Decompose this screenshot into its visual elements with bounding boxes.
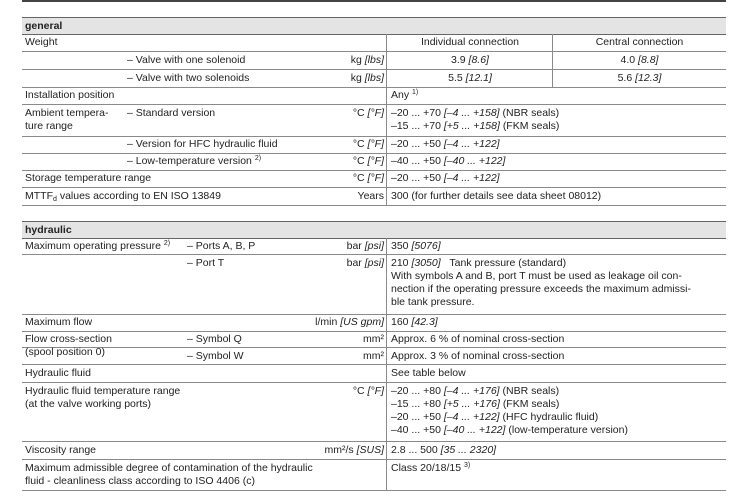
low-unit: °C [°F]: [352, 155, 384, 167]
max-flow-unit: l/min [US gpm]: [315, 316, 384, 328]
std-values: –20 ... +70 [–4 ... +158] (NBR seals) –15 ... +70 [+5 ... +158] (FKM seals): [391, 107, 560, 132]
hfc-value: –20 ... +50 [–4 ... +122]: [391, 138, 500, 150]
storage-label: Storage temperature range: [25, 172, 152, 184]
top-rule: [22, 0, 726, 2]
visc-unit: mm²/s [SUS]: [324, 444, 384, 456]
low-value: –40 ... +50 [–40 ... +122]: [391, 155, 506, 167]
ports-abp-unit: bar [psi]: [346, 240, 384, 252]
hydraulic-divider-value: [386, 238, 387, 490]
contam-label: Maximum admissible degree of contamination of the hydraulic fluid - cleanliness class according to ISO 4406 (c): [25, 462, 313, 487]
contam-row: [22, 460, 726, 491]
general-divider-value: [386, 34, 387, 205]
install-row: [22, 88, 726, 105]
ambient-std-row: [22, 105, 726, 137]
valve-one-unit: kg [lbs]: [350, 54, 384, 66]
hfc-version-label: – Version for HFC hydraulic fluid: [127, 138, 278, 150]
sym-w-unit: mm²: [363, 350, 384, 362]
fluid-label: Hydraulic fluid: [25, 367, 91, 379]
contam-value: Class 20/18/15 $^{3)}$: [391, 462, 471, 474]
mttf-row: [22, 188, 726, 206]
fluid-row: [22, 365, 726, 383]
storage-row: [22, 171, 726, 188]
max-flow-label: Maximum flow: [25, 316, 93, 328]
port-t-label: – Port T: [187, 257, 225, 269]
col-central: Central connection: [595, 36, 684, 48]
mttf-label: $MTTF_d$ values according to EN ISO 13849: [25, 190, 221, 203]
weight-one-row: [22, 52, 726, 70]
flow-cs-label: Flow cross-section (spool position 0): [25, 333, 112, 358]
storage-unit: °C [°F]: [352, 172, 384, 184]
section-title: general: [25, 20, 63, 32]
valve-one-cen: 4.0 [8.8]: [620, 54, 659, 66]
valve-two-ind: 5.5 [12.1]: [448, 72, 492, 84]
fluid-value: See table below: [391, 367, 466, 379]
low-version-label: – Low-temperature version $^{2)}$: [127, 155, 262, 167]
install-label: Installation position: [25, 89, 115, 101]
weight-header-row: [22, 34, 726, 52]
weight-two-row: [22, 70, 726, 88]
max-op-label: Maximum operating pressure $^{2)}$: [25, 240, 171, 252]
max-flow-row: [22, 315, 726, 332]
section-header-general: [22, 17, 726, 35]
section-header-hydraulic: [22, 221, 726, 239]
sym-w-value: Approx. 3 % of nominal cross-section: [391, 350, 565, 362]
visc-row: [22, 442, 726, 460]
sym-w-row: [22, 348, 726, 365]
port-t-unit: bar [psi]: [346, 257, 384, 269]
valve-one-label: – Valve with one solenoid: [127, 54, 246, 66]
ambient-label: Ambient tempera- ture range: [25, 107, 109, 132]
install-value: Any $^{1)}$: [391, 89, 419, 101]
hfc-unit: °C [°F]: [352, 138, 384, 150]
ports-abp-row: [22, 238, 726, 255]
port-t-row: [22, 255, 726, 315]
sym-q-label: – Symbol Q: [187, 333, 242, 345]
valve-two-cen: 5.6 [12.3]: [617, 72, 662, 84]
visc-label: Viscosity range: [25, 444, 97, 456]
sym-w-label: – Symbol W: [187, 350, 244, 362]
fluid-temp-row: [22, 383, 726, 442]
weight-label: Weight: [25, 36, 58, 48]
fluid-temp-values: –20 ... +80 [–4 ... +176] (NBR seals) –15 ... +80 [+5 ... +176] (FKM seals) –20 ... +50 [–4 ... +122] (HFC hydraulic fluid) –40 ... +50 [–40 ... +122] (low-temperature version): [391, 385, 628, 436]
storage-value: –20 ... +50 [–4 ... +122]: [391, 172, 500, 184]
ambient-low-row: [22, 154, 726, 171]
section-title: hydraulic: [25, 224, 72, 236]
fluid-temp-unit: °C [°F]: [352, 385, 384, 397]
visc-value: 2.8 ... 500 [35 ... 2320]: [391, 444, 497, 456]
ports-abp-label: – Ports A, B, P: [187, 240, 256, 252]
std-version-label: – Standard version: [127, 107, 216, 119]
sym-q-value: Approx. 6 % of nominal cross-section: [391, 333, 565, 345]
valve-two-label: – Valve with two solenoids: [127, 72, 250, 84]
std-unit: °C [°F]: [352, 107, 384, 119]
mttf-value: 300 (for further details see data sheet 08012): [391, 190, 602, 202]
valve-two-unit: kg [lbs]: [350, 72, 384, 84]
mttf-unit: Years: [357, 190, 384, 202]
ambient-hfc-row: [22, 137, 726, 154]
fluid-temp-label: Hydraulic fluid temperature range (at the valve working ports): [25, 385, 181, 410]
col-individual: Individual connection: [420, 36, 520, 48]
ports-abp-value: 350 [5076]: [391, 240, 441, 252]
max-flow-value: 160 [42.3]: [391, 316, 438, 328]
valve-one-ind: 3.9 [8.6]: [451, 54, 489, 66]
sym-q-unit: mm²: [363, 333, 384, 345]
port-t-value: 210 [3050] Tank pressure (standard) With symbols A and B, port T must be used as leakage oil con- nection if the operating pressure exceeds the maximum admissi- ble tank pressure.: [391, 257, 691, 308]
general-divider-central: [552, 34, 553, 87]
